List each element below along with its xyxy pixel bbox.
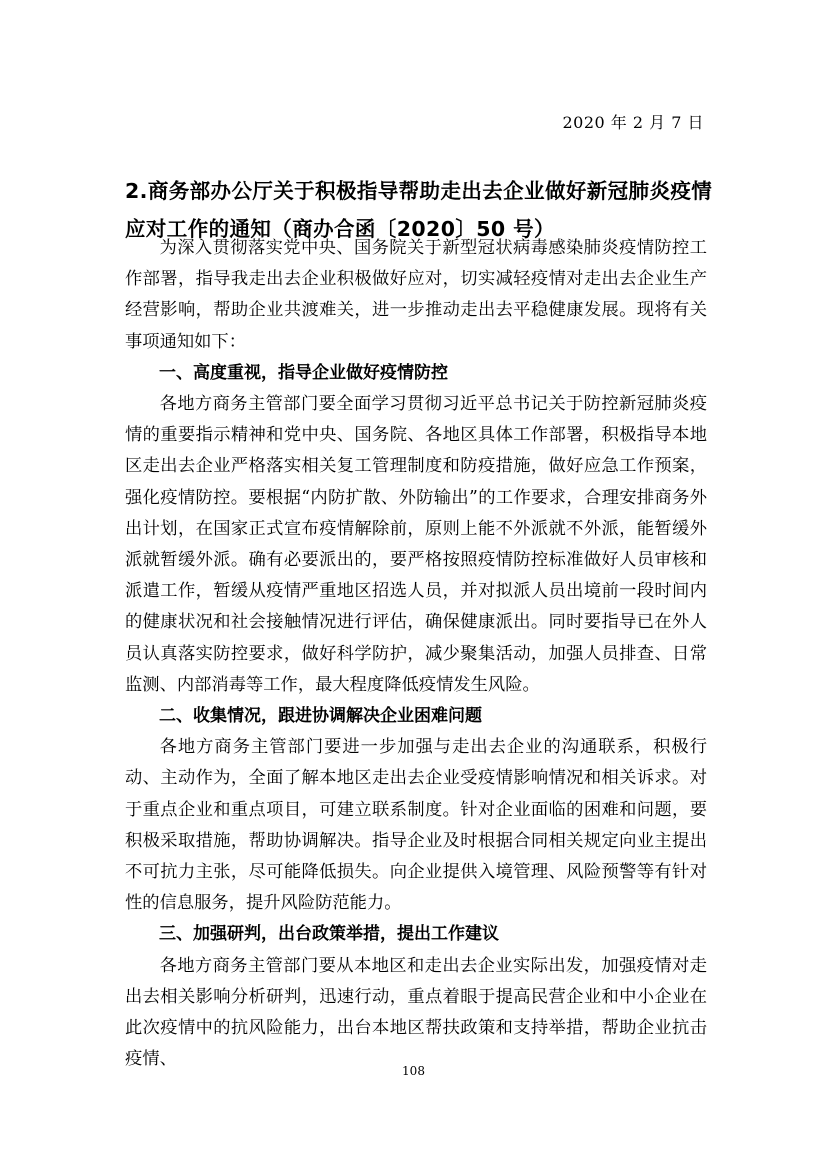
document-date: 2020 年 2 月 7 日: [562, 113, 704, 132]
section-heading: 一、高度重视，指导企业做好疫情防控: [159, 362, 448, 383]
intro-paragraph: 为深入贯彻落实党中央、国务院关于新型冠状病毒感染肺炎疫情防控工作部署，指导我走出去企业积极做好应对，切实减轻疫情对走出去企业生产经营影响，帮助企业共渡难关，进一步推动走出去平稳健康发展。现将有关事项通知如下：: [125, 238, 707, 352]
section-paragraph: 各地方商务主管部门要进一步加强与走出去企业的沟通联系，积极行动、主动作为，全面了解本地区走出去企业受疫情影响情况和相关诉求。对于重点企业和重点项目，可建立联系制度。针对企业面临的困难和问题，要积极采取措施，帮助协调解决。指导企业及时根据合同相关规定向业主提出不可抗力主张，尽可能降低损失。向企业提供入境管理、风险预警等有针对性的信息服务，提升风险防范能力。: [125, 737, 707, 914]
section-paragraph: 各地方商务主管部门要全面学习贯彻习近平总书记关于防控新冠肺炎疫情的重要指示精神和党中央、国务院、各地区具体工作部署，积极指导本地区走出去企业严格落实相关复工管理制度和防疫措施，做好应急工作预案，强化疫情防控。要根据“内防扩散、外防输出”的工作要求，合理安排商务外出计划，在国家正式宣布疫情解除前，原则上能不外派就不外派，能暂缓外派就暂缓外派。确有必要派出的，要严格按照疫情防控标准做好人员审核和派遣工作，暂缓从疫情严重地区招选人员，并对拟派人员出境前一段时间内的健康状况和社会接触情况进行评估，确保健康派出。同时要指导已在外人员认真落实防控要求，做好科学防护，减少聚集活动，加强人员排查、日常监测、内部消毒等工作，最大程度降低疫情发生风险。: [125, 394, 707, 695]
document-title: 2.商务部办公厅关于积极指导帮助走出去企业做好新冠肺炎疫情应对工作的通知（商办合函〔2020〕50 号）: [125, 179, 713, 241]
section-paragraph: 各地方商务主管部门要从本地区和走出去企业实际出发，加强疫情对走出去相关影响分析研判，迅速行动，重点着眼于提高民营企业和中小企业在此次疫情中的抗风险能力，出台本地区帮扶政策和支持举措，帮助企业抗击疫情、: [125, 955, 707, 1070]
section-heading: 三、加强研判，出台政策举措，提出工作建议: [159, 924, 499, 945]
section-heading: 二、收集情况，跟进协调解决企业困难问题: [159, 706, 482, 727]
document-body: [125, 233, 707, 1075]
page-number: 108: [402, 1064, 425, 1078]
